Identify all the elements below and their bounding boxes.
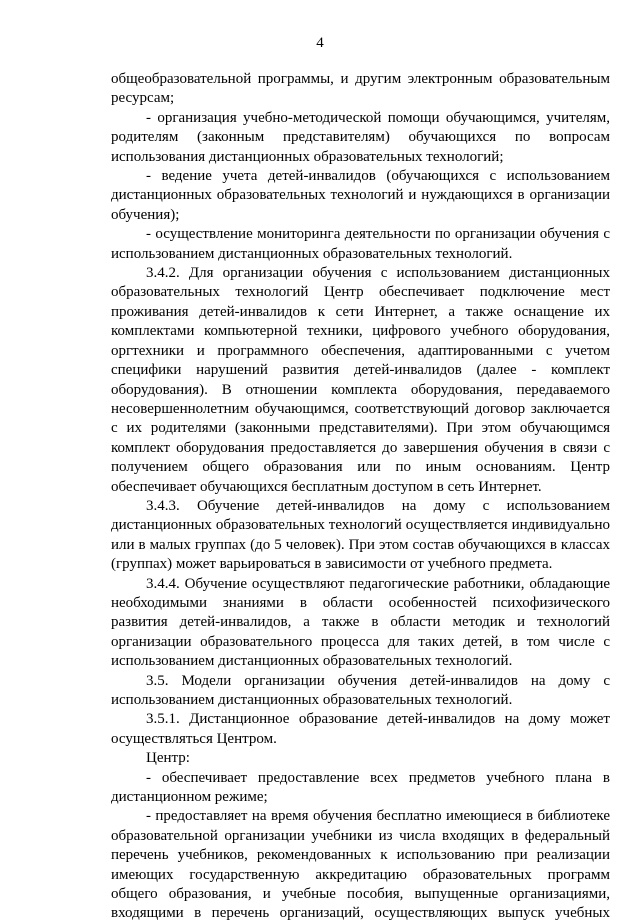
text-line: оргтехники и программного обеспечения, адаптированными с учетом (111, 342, 610, 359)
text-line: использованием дистанционных образовательных технологий. (111, 692, 513, 708)
text-line: дистанционных образовательных технологий осуществляется индивидуально (111, 517, 610, 534)
text-line: - организация учебно-методической помощи обучающимся, учителям, (146, 109, 610, 126)
text-line: - предоставляет на время обучения бесплатно имеющиеся в библиотеке (146, 808, 610, 825)
text-line: (группах) может варьироваться в зависимости от учебного предмета. (111, 556, 553, 573)
text-line: развития детей-инвалидов, а также в области методик и технологий (111, 614, 610, 631)
text-line: дистанционных образовательных технологий и нуждающихся в организации (111, 187, 610, 204)
text-line: 3.5.1. Дистанционное образование детей-инвалидов на дому может (146, 711, 610, 728)
text-line: - ведение учета детей-инвалидов (обучающихся с использованием (146, 168, 610, 185)
text-line: входящими в перечень организаций, осуществляющих выпуск учебных (111, 905, 610, 922)
text-line: 3.4.3. Обучение детей-инвалидов на дому с использованием (146, 497, 610, 514)
text-line: оборудования). В отношении комплекта оборудования, передаваемого (111, 381, 610, 398)
text-line: комплектами компьютерной техники, цифрового учебного оборудования, (111, 323, 610, 340)
text-line: дистанционном режиме; (111, 789, 268, 806)
text-line: 3.4.4. Обучение осуществляют педагогические работники, обладающие (146, 575, 610, 592)
text-line: необходимыми знаниями в области особенностей психофизического (111, 594, 610, 611)
text-line: с их родителями (законными представителями). При этом обучающимся (111, 420, 610, 437)
text-line: 3.5. Модели организации обучения детей-инвалидов на дому с (146, 672, 610, 689)
text-line: Центр: (146, 750, 190, 767)
text-line: обучения); (111, 206, 180, 223)
text-line: использованием дистанционных образовательных технологий. (111, 653, 513, 670)
text-line: - обеспечивает предоставление всех предметов учебного плана в (146, 769, 610, 786)
text-line: ресурсам; (111, 90, 175, 107)
text-line: несовершеннолетним обучающимся, соответствующий договор заключается (111, 400, 610, 417)
text-line: использованием дистанционных образовательных технологий. (111, 245, 513, 262)
text-line: образовательных технологий Центр обеспечивает подключение мест (111, 284, 610, 301)
text-line: использования дистанционных образовательных технологий; (111, 148, 504, 165)
page-number: 4 (316, 35, 324, 51)
text-line: специфики нарушений развития детей-инвалидов (далее - комплект (111, 362, 610, 379)
text-line: обеспечивает обучающихся бесплатным доступом в сеть Интернет. (111, 478, 542, 495)
text-line: получением общего образования или по иным основаниям. Центр (111, 459, 610, 476)
text-line: общего образования, и учебные пособия, выпущенные организациями, (111, 886, 610, 903)
text-line: - осуществление мониторинга деятельности по организации обучения с (146, 226, 610, 243)
text-line: образовательной организации учебники из числа входящих в федеральный (111, 827, 610, 844)
text-line: общеобразовательной программы, и другим электронным образовательным (111, 71, 610, 87)
text-line: организации образовательного процесса для таких детей, в том числе с (111, 633, 610, 650)
text-line: комплект оборудования предоставляется до завершения обучения в связи с (111, 439, 610, 456)
text-line: осуществляться Центром. (111, 730, 277, 747)
text-line: проживания детей-инвалидов к сети Интернет, а также оснащение их (111, 303, 610, 320)
text-line: имеющих государственную аккредитацию образовательных программ (111, 866, 610, 883)
text-line: родителям (законным представителям) обучающихся по вопросам (111, 129, 610, 146)
text-line: или в малых группах (до 5 человек). При этом состав обучающихся в классах (111, 536, 610, 553)
text-line: 3.4.2. Для организации обучения с использованием дистанционных (146, 265, 610, 282)
document-body (111, 70, 610, 924)
text-line: перечень учебников, рекомендованных к использованию при реализации (111, 847, 610, 864)
